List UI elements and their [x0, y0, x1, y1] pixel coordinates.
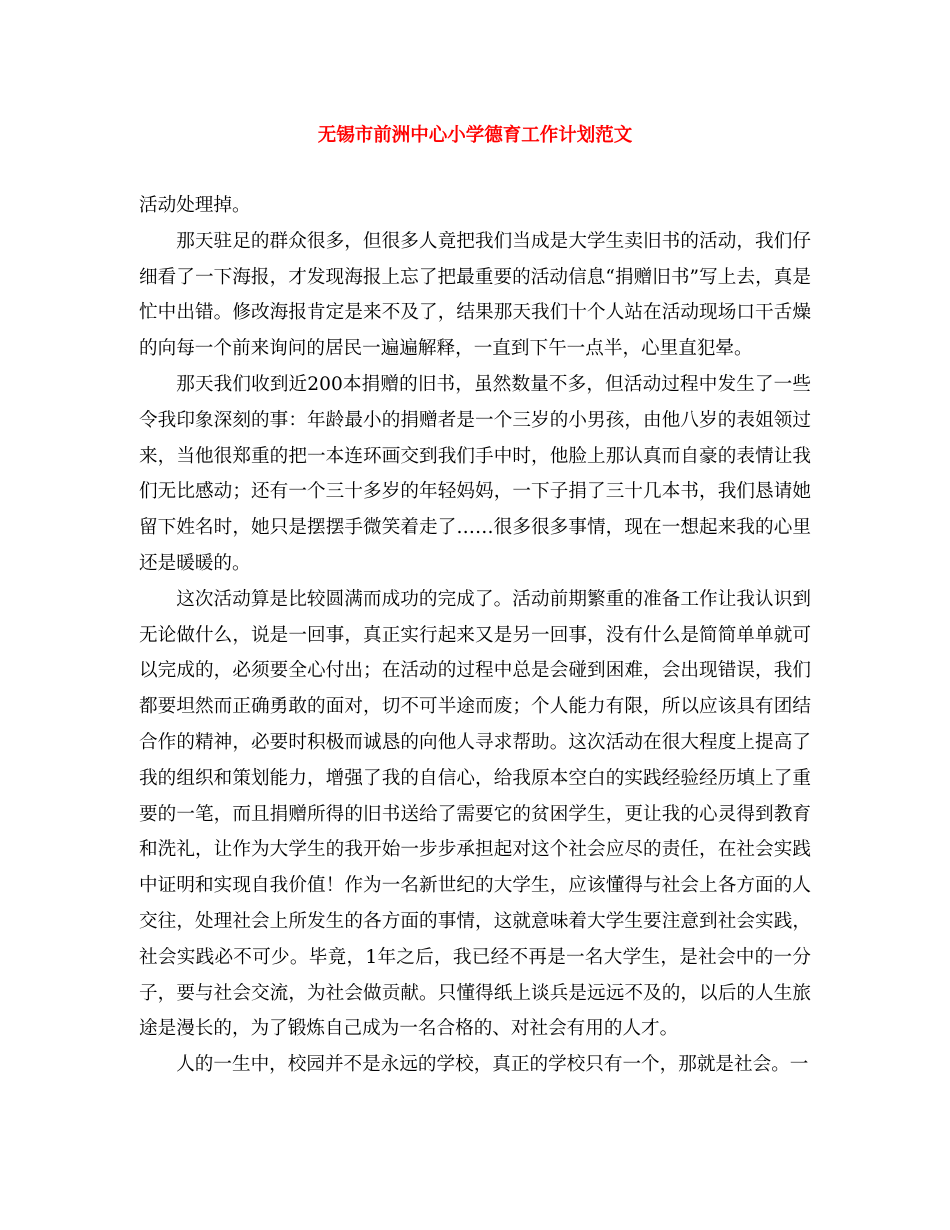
paragraph-5: 人的一生中，校园并不是永远的学校，真正的学校只有一个，那就是社会。一: [176, 1054, 809, 1076]
paragraph-3: 那天我们收到近200本捐赠的旧书，虽然数量不多，但活动过程中发生了一些令我印象深刻的事：年龄最小的捐赠者是一个三岁的小男孩，由他八岁的表姐领过来，当他很郑重的把一本连环画交到我们手中时，他脸上那认真而自豪的表情让我们无比感动；还有一个三十多岁的年轻妈妈，一下子捐了三十几本书，我们恳请她留下姓名时，她只是摆摆手微笑着走了……很多很多事情，现在一想起来我的心里还是暖暖的。: [139, 373, 811, 574]
paragraph-4: 这次活动算是比较圆满而成功的完成了。活动前期繁重的准备工作让我认识到无论做什么，说是一回事，真正实行起来又是另一回事，没有什么是简简单单就可以完成的，必须要全心付出；在活动的过程中总是会碰到困难，会出现错误，我们都要坦然而正确勇敢的面对，切不可半途而废；个人能力有限，所以应该具有团结合作的精神，必要时积极而诚恳的向他人寻求帮助。这次活动在很大程度上提高了我的组织和策划能力，增强了我的自信心，给我原本空白的实践经验经历填上了重要的一笔，而且捐赠所得的旧书送给了需要它的贫困学生，更让我的心灵得到教育和洗礼，让作为大学生的我开始一步步承担起对这个社会应尽的责任，在社会实践中证明和实现自我价值！作为一名新世纪的大学生，应该懂得与社会上各方面的人交往，处理社会上所发生的各方面的事情，这就意味着大学生要注意到社会实践，社会实践必不可少。毕竟，1年之后，我已经不再是一名大学生，是社会中的一分子，要与社会交流，为社会做贡献。只懂得纸上谈兵是远远不及的，以后的人生旅途是漫长的，为了锻炼自己成为一名合格的、对社会有用的人才。: [139, 588, 811, 1040]
document-title: 无锡市前洲中心小学德育工作计划范文: [317, 125, 633, 146]
paragraph-2: 那天驻足的群众很多，但很多人竟把我们当成是大学生卖旧书的活动，我们仔细看了一下海报，才发现海报上忘了把最重要的活动信息“捐赠旧书”写上去，真是忙中出错。修改海报肯定是来不及了，结果那天我们十个人站在活动现场口干舌燥的向每一个前来询问的居民一遍遍解释，一直到下午一点半，心里直犯晕。: [139, 230, 811, 360]
document-body: [139, 188, 811, 1083]
paragraph-1: 活动处理掉。: [139, 195, 251, 216]
